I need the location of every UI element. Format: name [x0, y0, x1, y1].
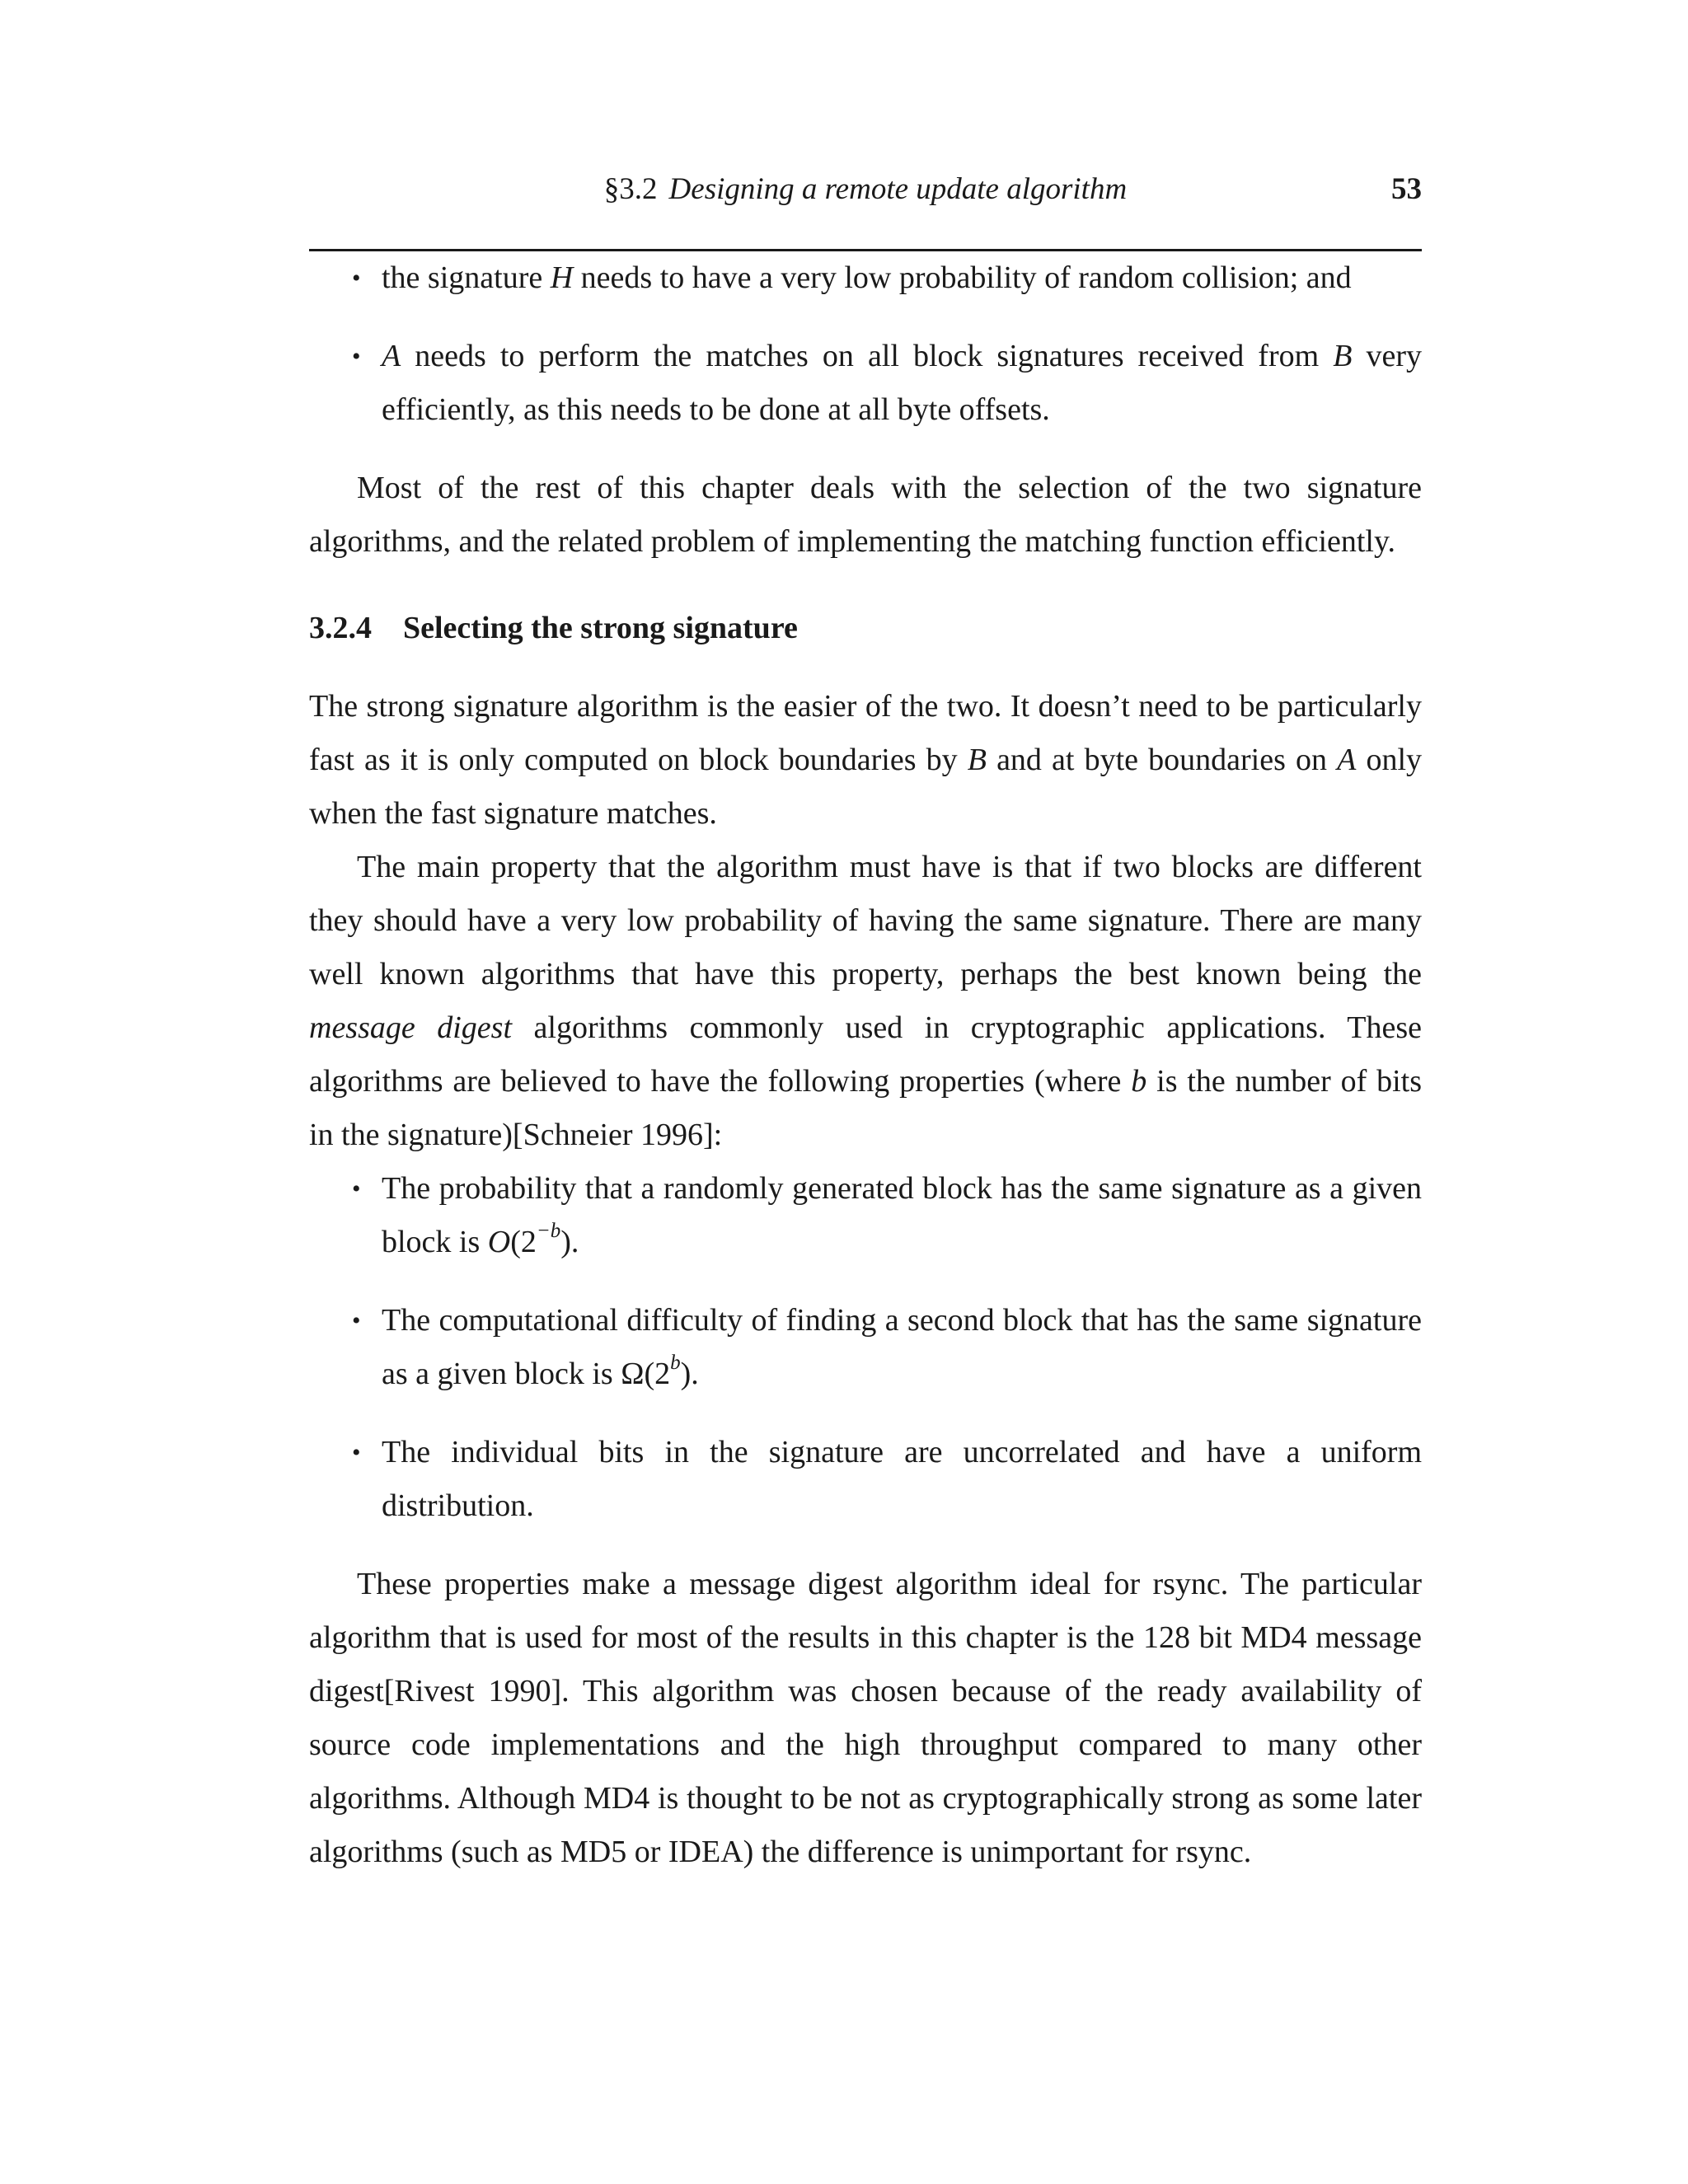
section-mark: §3.2	[603, 172, 658, 206]
paragraph: The main property that the algorithm must have is that if two blocks are different they should have a very low probability of having the same signature. There are many well known algorithms that have this property, perhaps the best known being the message digest algorithms commonly used in cryptographic applications. These algorithms are believed to have the following properties (where b is the number of bits in the signature)[Schneier 1996]:	[309, 850, 1422, 1152]
subsection-number: 3.2.4	[309, 611, 372, 645]
bullet-icon: •	[352, 1439, 361, 1466]
bullet-icon: •	[352, 1307, 361, 1334]
properties-list	[309, 1162, 1422, 1533]
paragraph: Most of the rest of this chapter deals with the selection of the two signature algorithms, and the related problem of implementing the matching function efficiently.	[309, 471, 1422, 559]
subsection-title: Selecting the strong signature	[403, 611, 798, 645]
requirements-list	[309, 251, 1422, 437]
running-head-section	[309, 165, 1422, 214]
subsection-heading	[309, 602, 1422, 655]
list-item: • The individual bits in the signature are uncorrelated and have a uniform distribution.	[309, 1426, 1422, 1533]
page-number: 53	[1391, 172, 1422, 206]
list-item: • The computational difficulty of finding a second block that has the same signature as a given block is Ω(2$^b$).	[309, 1294, 1422, 1401]
bullet-icon: •	[352, 265, 361, 292]
list-item: • the signature H needs to have a very low probability of random collision; and	[309, 251, 1422, 305]
bullet-icon: •	[352, 1175, 361, 1202]
paragraph: The strong signature algorithm is the easier of the two. It doesn’t need to be particularly fast as it is only computed on block boundaries by B and at byte boundaries on A only when the fast signature matches.	[309, 689, 1423, 831]
bullet-icon: •	[352, 343, 361, 370]
list-item: • The probability that a randomly generated block has the same signature as a given block is $O(2^{-b})$.	[309, 1162, 1422, 1269]
page-body	[309, 165, 1422, 1879]
paragraph: These properties make a message digest algorithm ideal for rsync. The particular algorithm that is used for most of the results in this chapter is the 128 bit MD4 message digest[Rivest 1990]. This algorithm was chosen because of the ready availability of source code implementations and the high throughput compared to many other algorithms. Although MD4 is thought to be not as cryptographically strong as some later algorithms (such as MD5 or IDEA) the difference is unimportant for rsync.	[309, 1567, 1422, 1869]
section-title: Designing a remote update algorithm	[668, 172, 1128, 206]
list-item: • A needs to perform the matches on all block signatures received from B very efficiently, as this needs to be done at all byte offsets.	[309, 330, 1422, 437]
running-head	[309, 165, 1422, 214]
